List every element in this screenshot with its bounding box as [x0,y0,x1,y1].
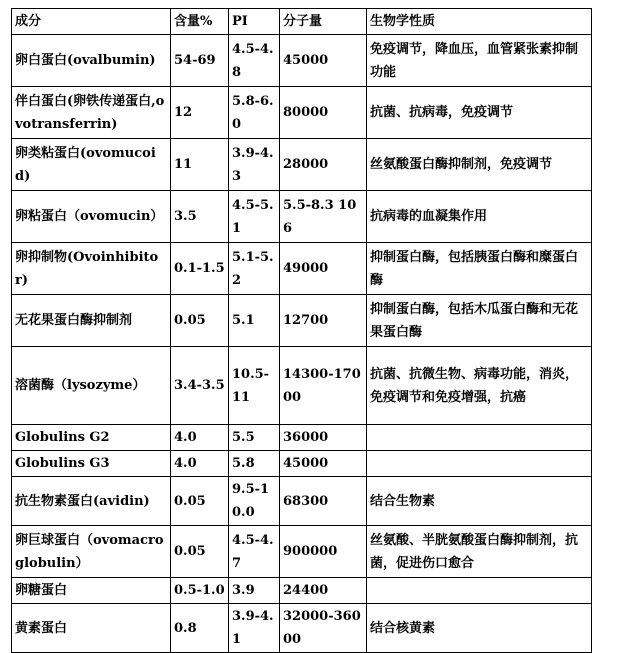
cell-molecular-weight: 36000 [280,425,367,451]
cell-pi: 4.5-5.1 [229,191,280,243]
cell-pi: 3.9-4.3 [229,139,280,191]
cell-pi: 5.1-5.2 [229,243,280,295]
cell-biological-property [367,578,592,604]
cell-molecular-weight: 900000 [280,526,367,578]
cell-biological-property [367,451,592,477]
cell-component: 卵类粘蛋白(ovomucoid) [12,139,171,191]
table-body [12,35,592,653]
cell-content: 54-69 [171,35,229,87]
cell-component: 卵白蛋白(ovalbumin) [12,35,171,87]
cell-component: 卵粘蛋白（ovomucin） [12,191,171,243]
cell-pi: 5.8-6.0 [229,87,280,139]
header-biological-property: 生物学性质 [367,9,592,35]
cell-molecular-weight: 45000 [280,35,367,87]
table-row [12,451,592,477]
cell-component: 卵糖蛋白 [12,578,171,604]
cell-biological-property: 抗菌、抗病毒，免疫调节 [367,87,592,139]
cell-content: 0.05 [171,295,229,347]
cell-content: 0.05 [171,477,229,526]
cell-component: 卵抑制物(Ovoinhibitor) [12,243,171,295]
cell-biological-property: 抗菌、抗微生物、病毒功能，消炎，免疫调节和免疫增强，抗癌 [367,347,592,425]
cell-molecular-weight: 80000 [280,87,367,139]
cell-molecular-weight: 32000-36000 [280,604,367,653]
header-component: 成分 [12,9,171,35]
cell-molecular-weight: 45000 [280,451,367,477]
cell-pi: 9.5-10.0 [229,477,280,526]
cell-pi: 3.9-4.1 [229,604,280,653]
cell-content: 0.8 [171,604,229,653]
cell-component: 抗生物素蛋白(avidin) [12,477,171,526]
cell-pi: 5.8 [229,451,280,477]
cell-biological-property: 抑制蛋白酶，包括木瓜蛋白酶和无花果蛋白酶 [367,295,592,347]
cell-content: 4.0 [171,451,229,477]
cell-content: 3.5 [171,191,229,243]
cell-content: 3.4-3.5 [171,347,229,425]
table-row [12,243,592,295]
header-molecular-weight: 分子量 [280,9,367,35]
header-content: 含量% [171,9,229,35]
cell-biological-property: 抑制蛋白酶，包括胰蛋白酶和糜蛋白酶 [367,243,592,295]
cell-pi: 5.5 [229,425,280,451]
cell-biological-property: 免疫调节，降血压，血管紧张素抑制功能 [367,35,592,87]
cell-biological-property [367,425,592,451]
table-row [12,139,592,191]
cell-pi: 10.5-11 [229,347,280,425]
cell-biological-property: 结合核黄素 [367,604,592,653]
cell-component: 无花果蛋白酶抑制剂 [12,295,171,347]
cell-content: 12 [171,87,229,139]
cell-component: 卵巨球蛋白（ovomacroglobulin） [12,526,171,578]
cell-content: 0.05 [171,526,229,578]
table-row [12,477,592,526]
table-header-row [12,9,592,35]
cell-molecular-weight: 68300 [280,477,367,526]
cell-component: Globulins G3 [12,451,171,477]
cell-content: 4.0 [171,425,229,451]
cell-content: 11 [171,139,229,191]
cell-molecular-weight: 28000 [280,139,367,191]
cell-biological-property: 抗病毒的血凝集作用 [367,191,592,243]
table-row [12,425,592,451]
cell-pi: 3.9 [229,578,280,604]
cell-pi: 4.5-4.8 [229,35,280,87]
cell-content: 0.1-1.5 [171,243,229,295]
cell-biological-property: 丝氨酸蛋白酶抑制剂，免疫调节 [367,139,592,191]
table-row [12,526,592,578]
table-row [12,578,592,604]
table-row [12,87,592,139]
table-row [12,604,592,653]
table-row [12,347,592,425]
cell-molecular-weight: 49000 [280,243,367,295]
cell-molecular-weight: 24400 [280,578,367,604]
table-row [12,35,592,87]
table-row [12,295,592,347]
header-pi: PI [229,9,280,35]
cell-molecular-weight: 12700 [280,295,367,347]
cell-biological-property: 结合生物素 [367,477,592,526]
cell-biological-property: 丝氨酸、半胱氨酸蛋白酶抑制剂，抗菌，促进伤口愈合 [367,526,592,578]
cell-component: 黄素蛋白 [12,604,171,653]
cell-molecular-weight: 5.5-8.3 106 [280,191,367,243]
cell-component: 伴白蛋白(卵铁传递蛋白,ovotransferrin) [12,87,171,139]
cell-pi: 5.1 [229,295,280,347]
egg-white-protein-table [11,8,592,653]
table-row [12,191,592,243]
cell-component: 溶菌酶（lysozyme） [12,347,171,425]
cell-molecular-weight: 14300-17000 [280,347,367,425]
cell-pi: 4.5-4.7 [229,526,280,578]
cell-content: 0.5-1.0 [171,578,229,604]
cell-component: Globulins G2 [12,425,171,451]
